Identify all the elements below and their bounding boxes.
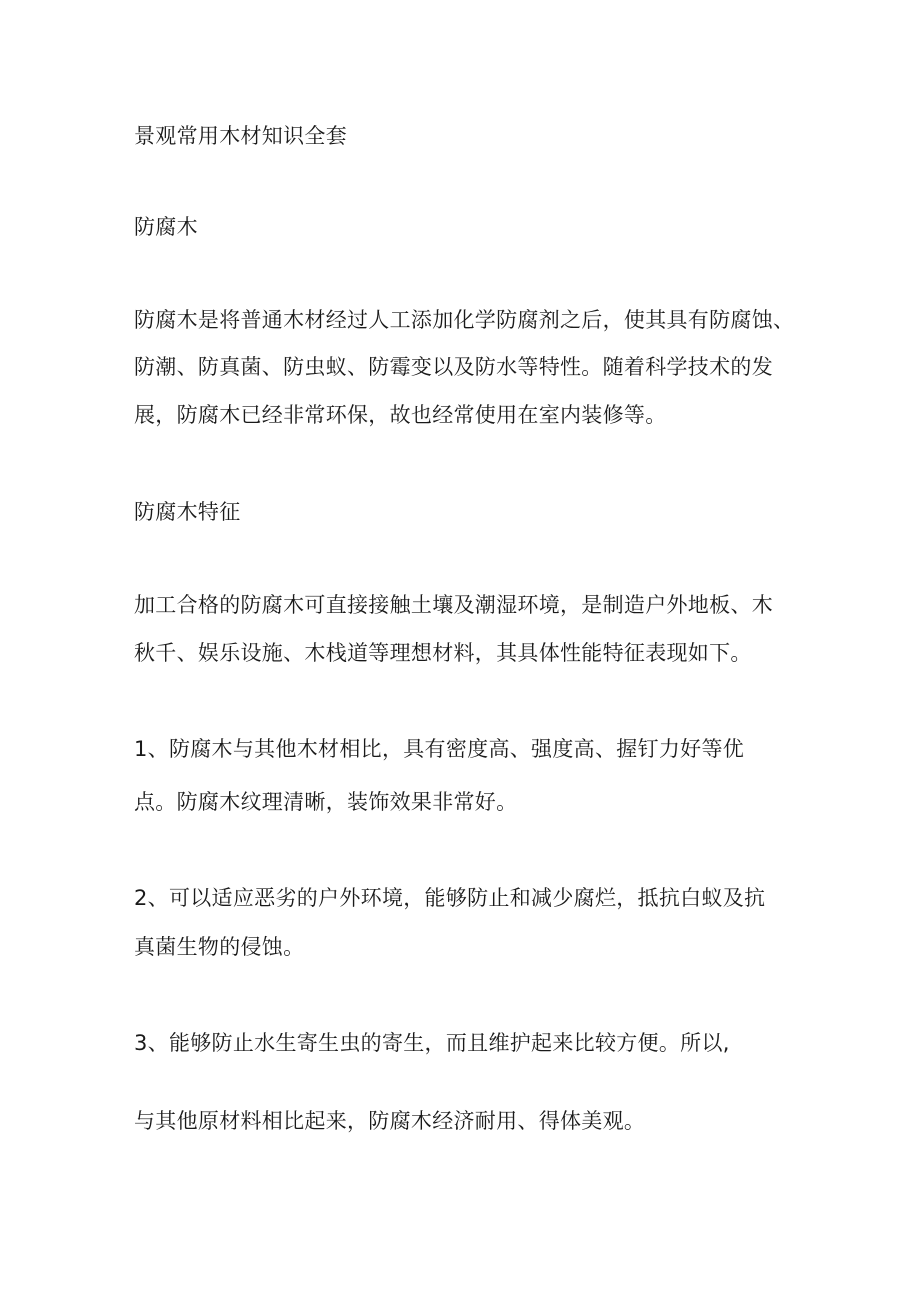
- paragraph-line: 防潮、防真菌、防虫蚁、防霉变以及防水等特性。随着科学技术的发: [134, 355, 773, 379]
- paragraph-line: 防腐木是将普通木材经过人工添加化学防腐剂之后，使其具有防腐蚀、: [134, 308, 795, 332]
- section-heading-features: 防腐木特征: [134, 500, 241, 524]
- list-item-3-line: 与其他原材料相比起来，防腐木经济耐用、得体美观。: [134, 1109, 646, 1133]
- list-item-1-line: 1、防腐木与其他木材相比，具有密度高、强度高、握钉力好等优: [134, 737, 745, 761]
- list-item-3-line: 3、能够防止水生寄生虫的寄生，而且维护起来比较方便。所以,: [134, 1031, 730, 1055]
- document-title: 景观常用木材知识全套: [134, 124, 347, 148]
- paragraph-line: 展，防腐木已经非常环保，故也经常使用在室内装修等。: [134, 403, 667, 427]
- list-item-1-line: 点。防腐木纹理清晰，装饰效果非常好。: [134, 790, 518, 814]
- paragraph-line: 加工合格的防腐木可直接接触土壤及潮湿环境，是制造户外地板、木: [134, 593, 773, 617]
- list-item-2-line: 2、可以适应恶劣的户外环境，能够防止和减少腐烂，抵抗白蚁及抗: [134, 886, 766, 910]
- paragraph-line: 秋千、娱乐设施、木栈道等理想材料，其具体性能特征表现如下。: [134, 641, 752, 665]
- list-item-2-line: 真菌生物的侵蚀。: [134, 935, 305, 959]
- section-heading-anticorrosive-wood: 防腐木: [134, 215, 198, 239]
